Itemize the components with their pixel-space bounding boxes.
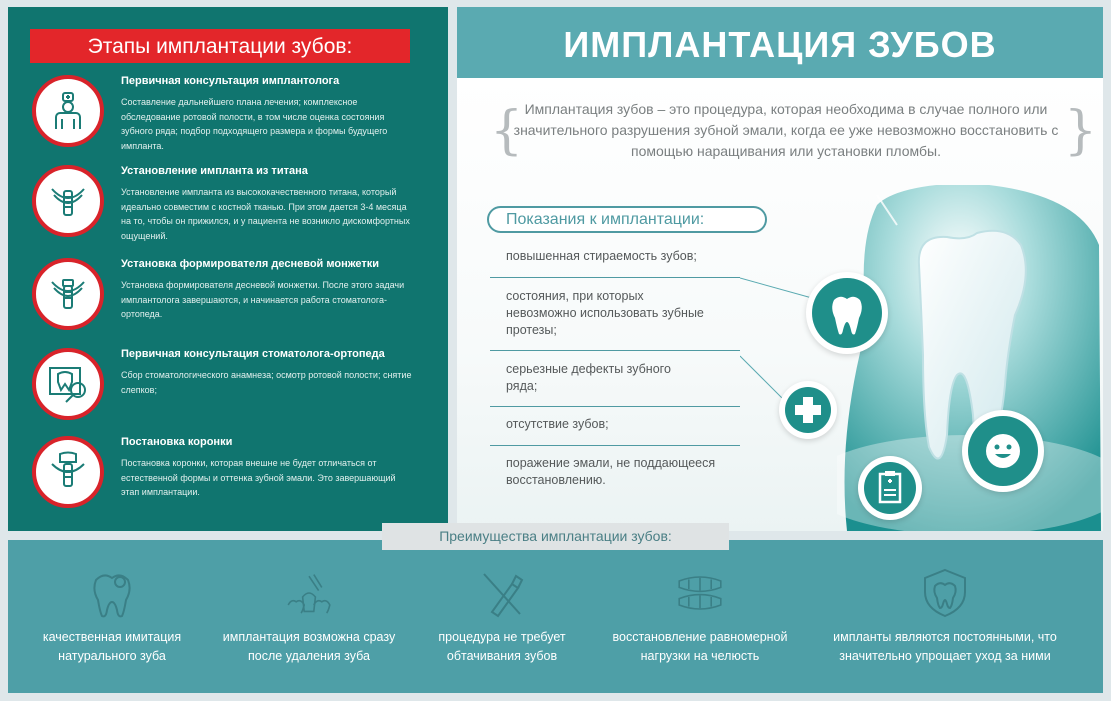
advantage-text: восстановление равномерной нагрузки на челюсть — [612, 630, 788, 663]
smile-circle — [962, 410, 1044, 492]
advantage-text: имплантация возможна сразу после удаления зуба — [222, 630, 396, 663]
tooth-circle — [806, 272, 888, 354]
stages-banner — [36, 23, 404, 67]
indication-item: состояния, при которых невозможно использовать зубные протезы; — [506, 289, 704, 337]
step-title: Установка формирователя десневой монжетки — [121, 258, 380, 270]
gum-former-icon — [32, 258, 104, 330]
indication-item: серьезные дефекты зубного ряда; — [506, 362, 671, 393]
right-brace: } — [1064, 101, 1098, 161]
advantage-text: качественная имитация натурального зуба — [42, 630, 182, 663]
divider — [490, 406, 740, 407]
indication-item: повышенная стираемость зубов; — [506, 249, 697, 263]
divider — [490, 445, 740, 446]
clipboard-circle — [858, 456, 922, 520]
advantages-heading — [382, 523, 729, 550]
step-title: Первичная консультация имплантолога — [121, 75, 340, 87]
clipboard-icon — [858, 456, 922, 520]
advantage-text: процедура не требует обтачивания зубов — [438, 630, 566, 663]
step-text: Составление дальнейшего плана лечения; комплексное обследование ротовой полости, в том числе оценка состояния зубного ряда; подбор подходящего размера и формы будущего импланта. — [121, 97, 388, 151]
step-text: Сбор стоматологического анамнеза; осмотр ротовой полости; снятие слепков; — [121, 370, 412, 395]
intro-text: Имплантация зубов – это процедура, которая необходима в случае полного или значительного разрушения зубной эмали, когда ее уже невозможно восстановить с помощью наращивания или установки пломбы. — [513, 101, 1059, 159]
tooth-heart-icon — [88, 568, 136, 618]
advantage-item — [815, 556, 1075, 666]
indications-heading — [487, 206, 767, 233]
advantage-text: импланты являются постоянными, что значительно упрощает уход за ними — [833, 630, 1057, 663]
indications-title: Показания к имплантации: — [506, 211, 705, 228]
plus-circle — [779, 381, 837, 439]
advantages-title: Преимущества имплантации зубов: — [439, 528, 672, 544]
step-text: Постановка коронки, которая внешне не будет отличаться от естественной формы и оттенка зубной эмали. Это завершающий этап имплантации. — [121, 458, 396, 497]
crown-implant-icon — [32, 436, 104, 508]
tooth-extraction-icon — [285, 568, 333, 618]
step-title: Постановка коронки — [121, 436, 233, 448]
page-title: ИМПЛАНТАЦИЯ ЗУБОВ — [563, 24, 997, 65]
plus-icon — [779, 381, 837, 439]
page-title-bar — [457, 7, 1103, 78]
denture-icon — [676, 568, 724, 618]
left-brace: { — [490, 101, 524, 161]
advantage-item — [209, 556, 409, 666]
divider — [490, 350, 740, 351]
doctor-icon — [32, 75, 104, 147]
xray-magnifier-icon — [32, 348, 104, 420]
stages-title: Этапы имплантации зубов: — [87, 35, 353, 58]
indication-item: отсутствие зубов; — [506, 417, 609, 431]
tooth-icon — [806, 272, 888, 354]
indication-item: поражение эмали, не поддающееся восстановлению. — [506, 456, 716, 487]
implant-screw-icon — [32, 165, 104, 237]
shield-tooth-icon — [921, 568, 969, 618]
step-title: Первичная консультация стоматолога-ортопеда — [121, 348, 385, 360]
no-drill-icon — [478, 568, 526, 618]
stages-panel — [8, 7, 448, 531]
advantage-item — [402, 556, 602, 666]
step-title: Установление импланта из титана — [121, 165, 308, 177]
divider — [490, 277, 740, 278]
smiley-icon — [962, 410, 1044, 492]
advantage-item — [600, 556, 800, 666]
step-text: Установление импланта из высококачественного титана, который идеально совместим с костной тканью. При этом дается 3-4 месяца на то, чтобы он прижился, и у пациента не возникло дискомфортных ощущений. — [121, 187, 410, 241]
advantage-item — [12, 556, 212, 666]
step-text: Установка формирователя десневой монжетки. После этого задачи имплантолога завершаются, и начинается работа стоматолога-ортопеда. — [121, 280, 405, 319]
